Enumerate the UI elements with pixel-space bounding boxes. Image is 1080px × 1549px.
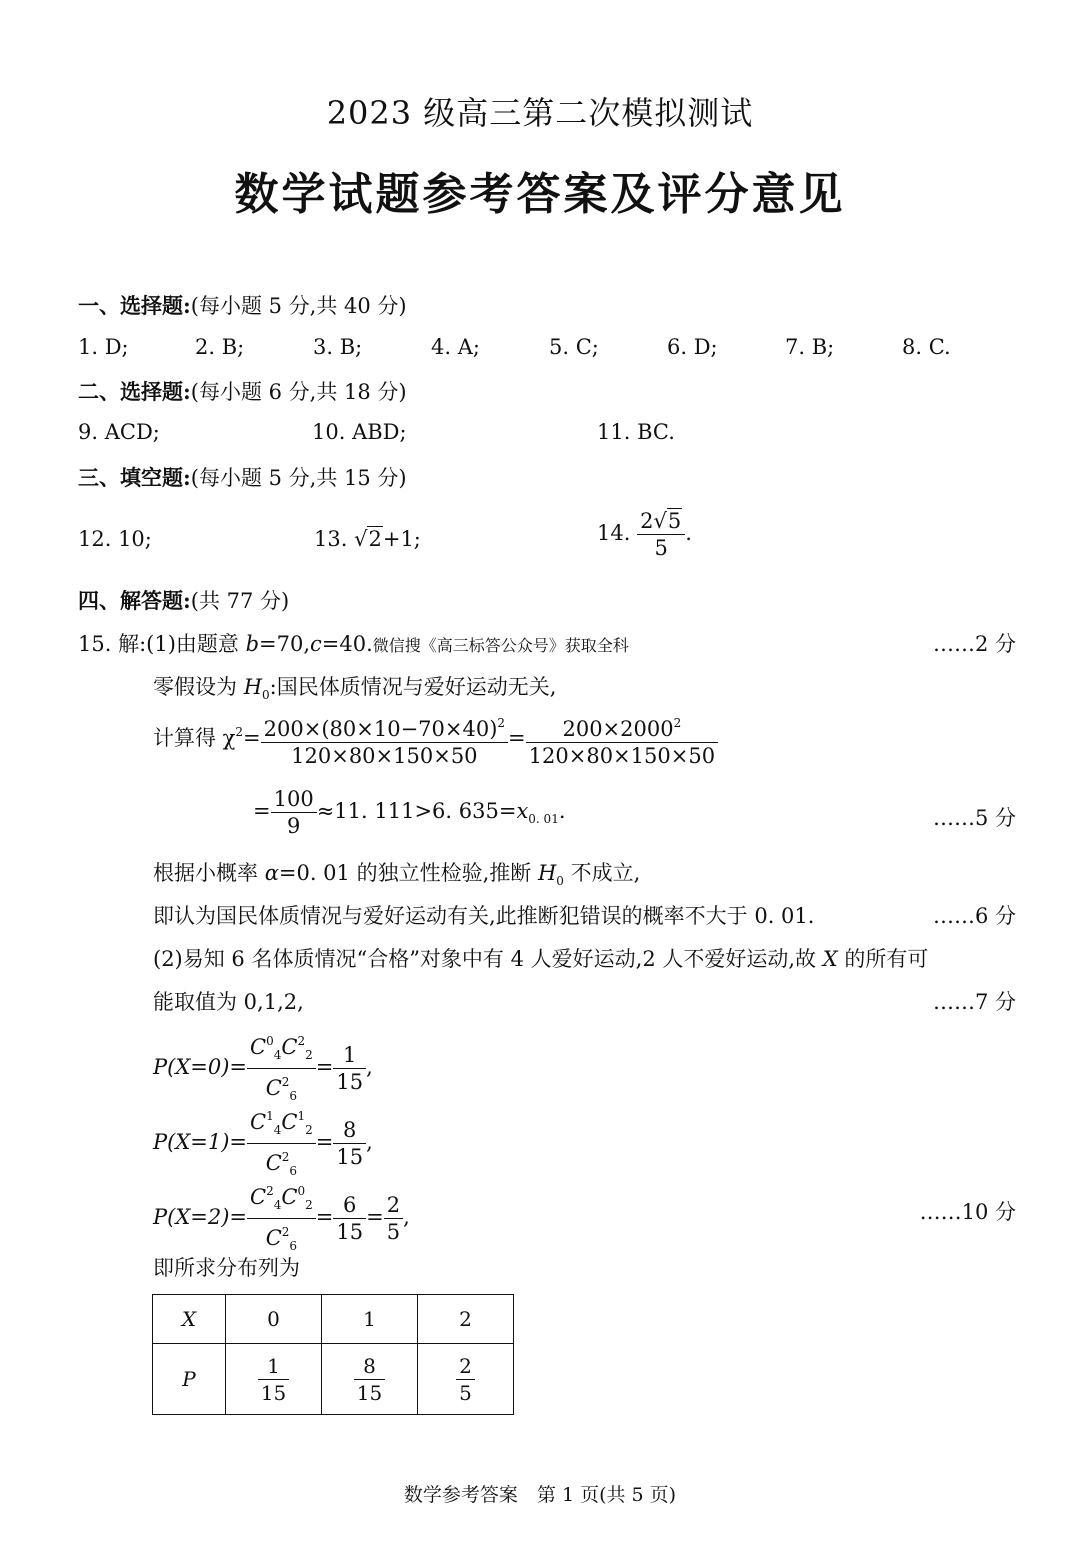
- section-heading: 四、解答题:: [78, 588, 191, 613]
- denominator: 5: [386, 1220, 401, 1244]
- combination-symbol: C: [281, 1035, 298, 1059]
- fraction: $\frac{2√5}{5}$: [637, 508, 685, 561]
- answer-3: 3. B;: [313, 335, 363, 359]
- answer-6: 6. D;: [667, 335, 718, 359]
- score-mark: ……6 分: [932, 904, 1016, 928]
- fraction: [247, 1103, 316, 1184]
- score-mark: ……10 分: [919, 1200, 1016, 1224]
- text: ,: [403, 1205, 410, 1229]
- section2-header: [78, 376, 407, 406]
- section-note: (每小题 5 分,共 40 分): [190, 294, 407, 318]
- equals: =: [315, 1130, 334, 1154]
- subscript: 6: [289, 1239, 298, 1253]
- numerator: 2: [384, 1192, 403, 1219]
- var-H: H: [243, 675, 263, 699]
- text: =70,: [259, 632, 311, 656]
- var-X: X: [822, 947, 838, 971]
- subscript: 2: [305, 1123, 313, 1137]
- equals: =: [315, 1205, 334, 1229]
- text: P(X=2)=: [153, 1205, 248, 1229]
- fraction: [333, 1117, 366, 1170]
- numerator: 8: [333, 1117, 366, 1144]
- denominator: 15: [336, 1145, 364, 1169]
- superscript: 2: [497, 716, 506, 730]
- section-note: (每小题 5 分,共 15 分): [190, 466, 407, 490]
- denominator: 15: [356, 1380, 383, 1405]
- var-alpha: α: [264, 861, 279, 885]
- equals: =: [315, 1055, 334, 1079]
- equals: =: [253, 799, 271, 823]
- answer-14: [597, 508, 692, 561]
- numerator: 1: [258, 1353, 289, 1380]
- answer-11: 11. BC.: [597, 420, 675, 444]
- subscript: 0: [262, 688, 270, 702]
- text: (2)易知 6 名体质情况“合格”对象中有 4 人爱好运动,2 人不爱好运动,故: [153, 947, 823, 971]
- text: .: [558, 799, 566, 823]
- combination-symbol: C: [265, 1151, 282, 1175]
- combination-symbol: C: [265, 1226, 282, 1250]
- denominator: 5: [654, 536, 668, 560]
- table-header-cell: X: [153, 1295, 226, 1344]
- fraction: [333, 1192, 366, 1245]
- text: 15. 解:(1)由题意: [78, 632, 246, 656]
- var-b: b: [245, 632, 260, 656]
- score-mark: ……2 分: [932, 632, 1016, 656]
- answer-5: 5. C;: [549, 335, 599, 359]
- combination-symbol: C: [281, 1110, 298, 1134]
- table-cell: 2: [418, 1295, 514, 1344]
- combination-symbol: C: [250, 1035, 267, 1059]
- section-note: (共 77 分): [190, 589, 290, 613]
- numerator: 200×2000: [562, 717, 674, 741]
- superscript: 2: [281, 1075, 290, 1089]
- answer-2: 2. B;: [195, 335, 245, 359]
- text: :国民体质情况与爱好运动无关,: [269, 675, 557, 699]
- denominator: 120×80×150×50: [528, 744, 716, 768]
- answer-13: 13. √2+1;: [314, 527, 421, 551]
- combination-symbol: C: [250, 1110, 267, 1134]
- page-title-line2: 数学试题参考答案及评分意见: [234, 169, 846, 220]
- equals: =: [243, 726, 261, 750]
- superscript: 2: [281, 1225, 290, 1239]
- answer-8: 8. C.: [902, 335, 951, 359]
- combination-symbol: C: [250, 1185, 267, 1209]
- superscript: 2: [297, 1034, 306, 1048]
- numerator: 8: [354, 1353, 385, 1380]
- table-cell: [226, 1344, 322, 1415]
- equals: =: [508, 726, 526, 750]
- section3-header: [78, 462, 407, 492]
- section1-header: [78, 290, 407, 320]
- table-cell: 0: [226, 1295, 322, 1344]
- answer-10: 10. ABD;: [312, 420, 407, 444]
- section-heading: 一、选择题:: [78, 293, 191, 318]
- superscript: 0: [266, 1034, 274, 1048]
- var-c: c: [310, 632, 322, 656]
- text: 不成立,: [563, 861, 641, 885]
- fraction: [384, 1192, 403, 1245]
- fraction: [261, 710, 508, 769]
- q15-part2-line1: [153, 943, 928, 973]
- subscript: 0: [556, 874, 564, 888]
- distribution-table: [152, 1294, 514, 1415]
- table-row: [153, 1295, 514, 1344]
- text: ≈11. 111>6. 635=: [316, 799, 517, 823]
- equals: =: [366, 1205, 384, 1229]
- answer-12: 12. 10;: [78, 527, 152, 551]
- subscript: 4: [273, 1048, 282, 1062]
- coefficient: 2: [640, 509, 654, 533]
- answer-7: 7. B;: [785, 335, 835, 359]
- table-cell: 1: [322, 1295, 418, 1344]
- var-H: H: [537, 861, 557, 885]
- answer-tail: +1;: [382, 527, 421, 551]
- text: 根据小概率: [153, 861, 265, 885]
- prob-x0: [153, 1028, 373, 1109]
- radicand: 2: [368, 527, 382, 551]
- text: =40.: [321, 632, 373, 656]
- superscript: 2: [235, 725, 244, 739]
- q15-conclusion: 即认为国民体质情况与爱好运动有关,此推断犯错误的概率不大于 0. 01.: [153, 904, 815, 928]
- fraction: [526, 710, 718, 769]
- denominator: 5: [459, 1380, 472, 1405]
- subscript: 2: [305, 1048, 313, 1062]
- q15-inference: [153, 857, 640, 888]
- q15-part2-line2: 能取值为 0,1,2,: [153, 990, 304, 1014]
- denominator: 15: [336, 1070, 364, 1094]
- text: 计算得 χ: [153, 726, 236, 750]
- section-heading: 三、填空题:: [78, 465, 191, 490]
- answer-4: 4. A;: [431, 335, 480, 359]
- fraction: [333, 1042, 366, 1095]
- q15-line1: [78, 628, 629, 658]
- superscript: 2: [673, 716, 682, 730]
- denominator: 9: [286, 814, 301, 838]
- var-x: x: [516, 799, 529, 823]
- denominator: 120×80×150×50: [291, 744, 478, 768]
- section-heading: 二、选择题:: [78, 379, 191, 404]
- text: P(X=0)=: [153, 1055, 248, 1079]
- denominator: 15: [336, 1220, 364, 1244]
- answer-tail: .: [685, 521, 692, 545]
- subscript: 2: [305, 1198, 313, 1212]
- q15-hypothesis: [153, 671, 556, 702]
- fraction: [247, 1178, 316, 1259]
- numerator: 6: [333, 1192, 366, 1219]
- superscript: 1: [266, 1109, 274, 1123]
- q15-chi-square: [153, 710, 718, 769]
- superscript: 0: [297, 1184, 306, 1198]
- text: P(X=1)=: [153, 1130, 248, 1154]
- text: 的所有可: [837, 947, 929, 971]
- numerator: 2: [456, 1353, 475, 1380]
- superscript: 2: [266, 1184, 274, 1198]
- table-cell: [418, 1344, 514, 1415]
- distribution-intro: 即所求分布列为: [153, 1256, 300, 1280]
- prob-x1: [153, 1103, 373, 1184]
- answer-1: 1. D;: [78, 335, 129, 359]
- subscript: 6: [289, 1164, 298, 1178]
- table-row: [153, 1344, 514, 1415]
- text: ,: [366, 1055, 373, 1079]
- text: =0. 01 的独立性检验,推断: [278, 861, 538, 885]
- radicand: 5: [667, 509, 682, 533]
- superscript: 1: [297, 1109, 306, 1123]
- subscript: 0. 01: [528, 812, 559, 826]
- page-footer: 数学参考答案 第 1 页(共 5 页): [403, 1484, 677, 1506]
- page-title-line1: 2023 级高三第二次模拟测试: [326, 94, 754, 132]
- fraction: [271, 786, 317, 839]
- denominator: 15: [260, 1380, 287, 1405]
- subscript: 4: [273, 1198, 282, 1212]
- combination-symbol: C: [265, 1076, 282, 1100]
- answer-number: 13.: [314, 527, 355, 551]
- section4-header: [78, 585, 289, 615]
- table-header-cell: P: [153, 1344, 226, 1415]
- numerator: 1: [333, 1042, 366, 1069]
- fraction: [247, 1028, 316, 1109]
- text: ,: [366, 1130, 373, 1154]
- subscript: 4: [273, 1123, 282, 1137]
- numerator: 100: [271, 786, 317, 813]
- answer-number: 14.: [597, 521, 638, 545]
- numerator: 200×(80×10−70×40): [263, 717, 498, 741]
- text: 零假设为: [153, 675, 244, 699]
- watermark-text: 微信搜《高三标答公众号》获取全科: [372, 636, 629, 655]
- table-cell: [322, 1344, 418, 1415]
- combination-symbol: C: [281, 1185, 298, 1209]
- score-mark: ……7 分: [932, 990, 1016, 1014]
- superscript: 2: [281, 1150, 290, 1164]
- answer-9: 9. ACD;: [78, 420, 160, 444]
- prob-x2: [153, 1178, 410, 1259]
- q15-chi-result: [253, 786, 566, 839]
- subscript: 6: [289, 1089, 298, 1103]
- score-mark: ……5 分: [932, 806, 1016, 830]
- section-note: (每小题 6 分,共 18 分): [190, 380, 407, 404]
